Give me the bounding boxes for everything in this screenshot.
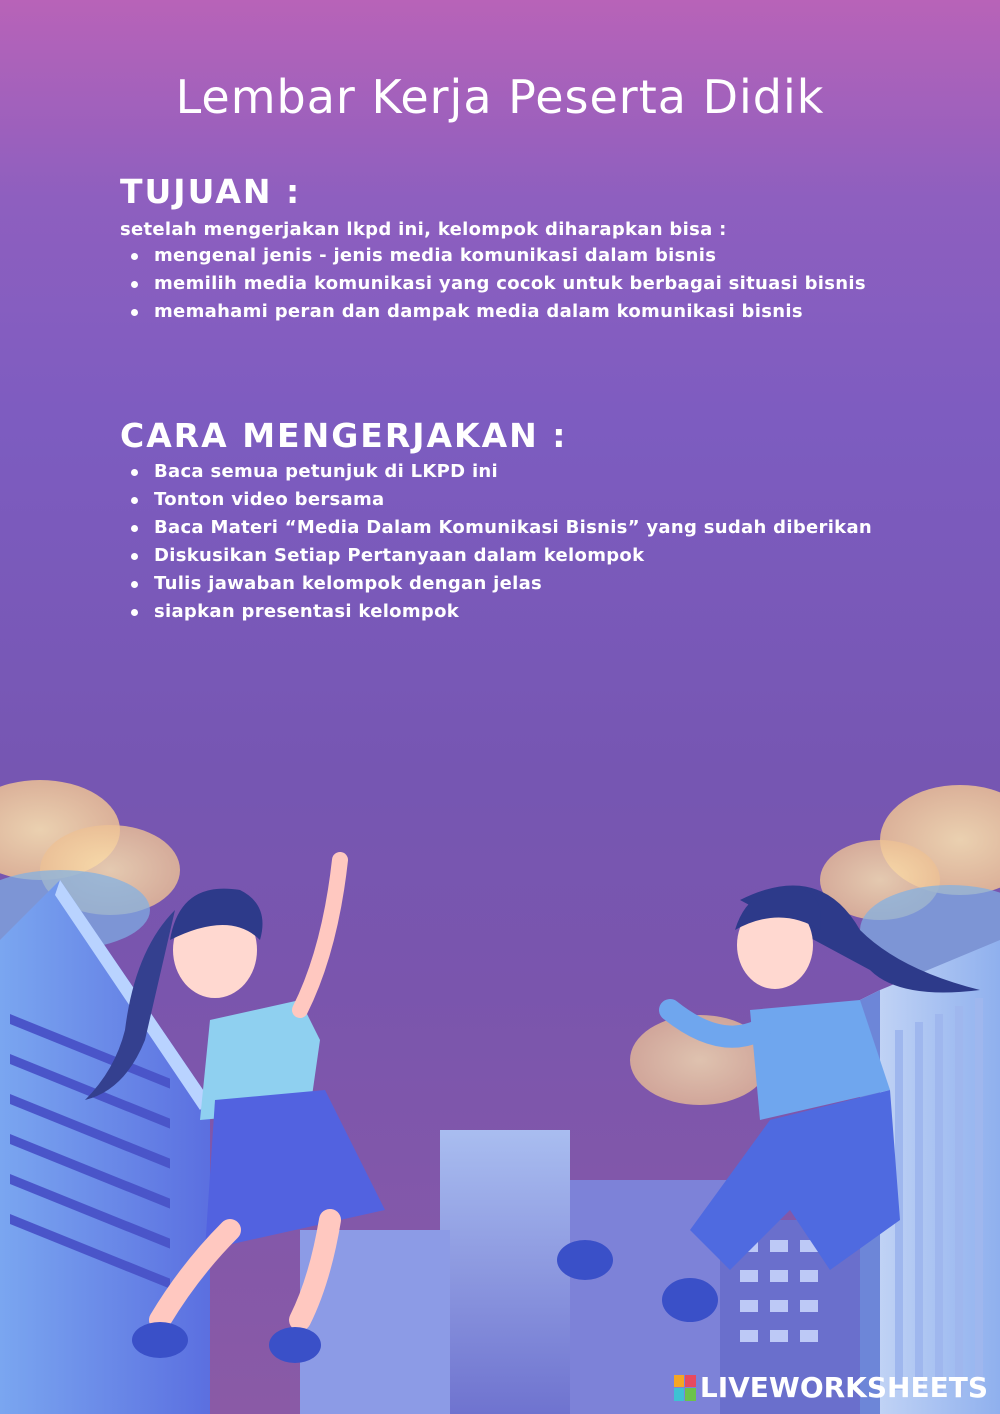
list-item: memilih media komunikasi yang cocok untuk berbagai situasi bisnis [128,270,866,298]
tujuan-list [128,242,866,326]
list-item: Baca semua petunjuk di LKPD ini [128,458,872,486]
list-item: Tonton video bersama [128,486,872,514]
list-item: mengenal jenis - jenis media komunikasi dalam bisnis [128,242,866,270]
list-item: Tulis jawaban kelompok dengan jelas [128,570,872,598]
city-illustration [0,760,1000,1414]
list-item: siapkan presentasi kelompok [128,598,872,626]
tujuan-heading: TUJUAN : [120,172,302,211]
list-item: Diskusikan Setiap Pertanyaan dalam kelompok [128,542,872,570]
liveworksheets-logo-icon [674,1375,696,1401]
cara-list [128,458,872,626]
list-item: memahami peran dan dampak media dalam komunikasi bisnis [128,298,866,326]
list-item: Baca Materi “Media Dalam Komunikasi Bisnis” yang sudah diberikan [128,514,872,542]
tujuan-intro: setelah mengerjakan lkpd ini, kelompok diharapkan bisa : [120,219,727,240]
brand-text: LIVEWORKSHEETS [699,1371,988,1404]
page-title: Lembar Kerja Peserta Didik [175,70,825,124]
liveworksheets-brand [674,1371,988,1404]
cara-heading: CARA MENGERJAKAN : [120,416,568,455]
